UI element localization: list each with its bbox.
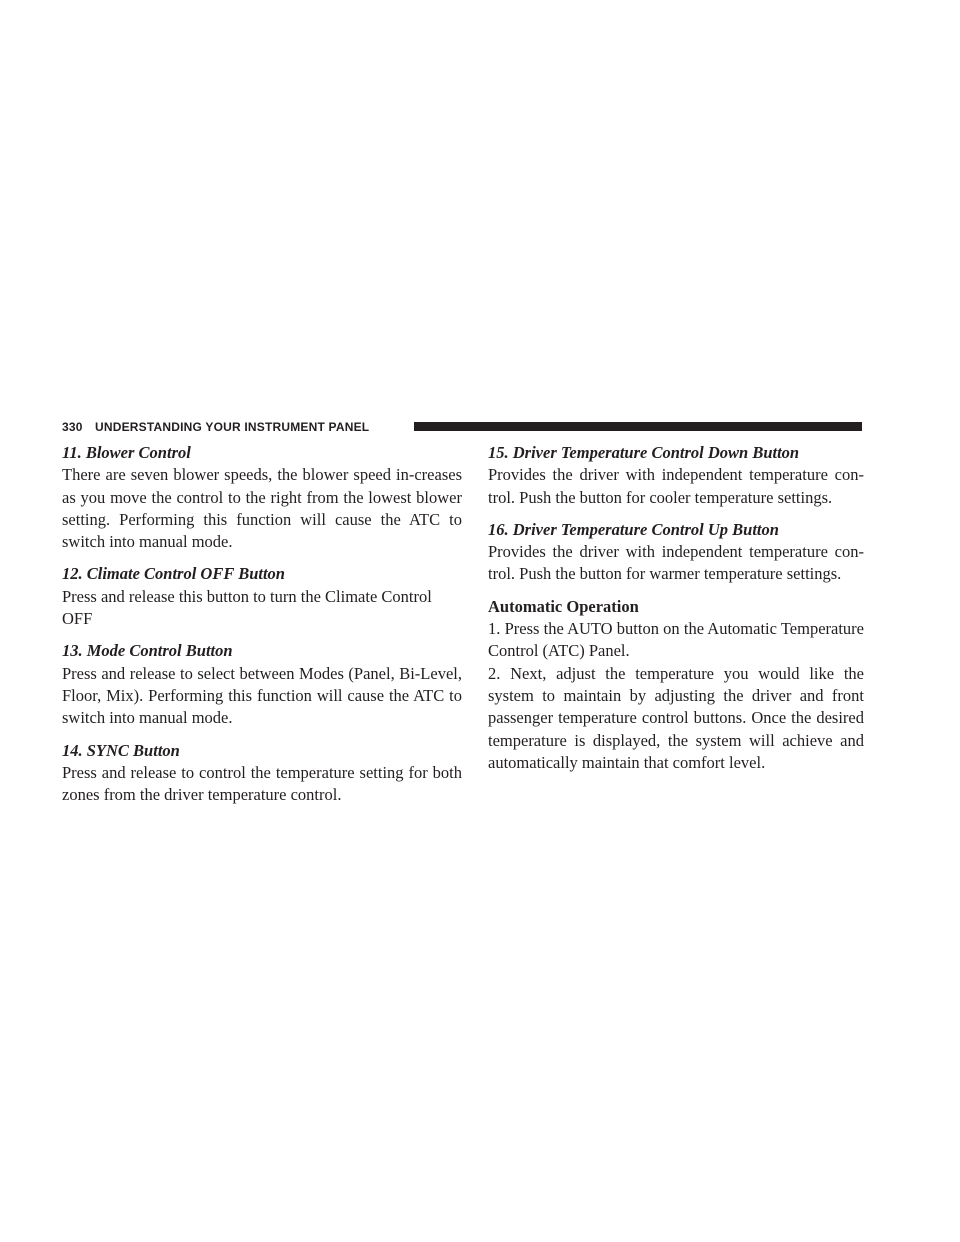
item-title: 16. Driver Temperature Control Up Button <box>488 519 779 539</box>
item-body: Press and release to control the temperature setting for both zones from the driver temperature control. <box>62 762 462 805</box>
right-column <box>488 442 864 774</box>
item-mode-control-button <box>62 640 462 729</box>
chapter-title: UNDERSTANDING YOUR INSTRUMENT PANEL <box>95 420 370 434</box>
item-body: Provides the driver with independent temperature con-trol. Push the button for cooler temperature settings. <box>488 465 864 507</box>
item-driver-temp-down-button <box>488 442 864 509</box>
item-title: 15. Driver Temperature Control Down Button <box>488 443 800 462</box>
item-title: 12. Climate Control OFF Button <box>62 564 285 584</box>
header-rule <box>414 422 862 431</box>
section-title-automatic-operation: Automatic Operation <box>488 596 639 616</box>
item-body: Provides the driver with independent temperature con-trol. Push the button for warmer temperature settings. <box>488 542 864 584</box>
item-body: Press and release this button to turn the Climate Control OFF <box>62 586 432 629</box>
item-body: There are seven blower speeds, the blower speed in-creases as you move the control to the right from the lowest blower setting. Performing this function will cause the ATC to switch into manual mode. <box>62 465 462 552</box>
left-column <box>62 442 462 816</box>
page-header <box>62 418 862 436</box>
item-driver-temp-up-button <box>488 519 864 586</box>
item-title: 13. Mode Control Button <box>62 641 233 661</box>
item-title: 11. Blower Control <box>62 443 191 462</box>
step-paragraph: 2. Next, adjust the temperature you would like the system to maintain by adjusting the driver and front passenger temperature control buttons. Once the desired temperature is displayed, the system will achieve and automatically maintain that comfort level. <box>488 663 864 772</box>
item-sync-button <box>62 740 462 807</box>
item-blower-control <box>62 442 462 553</box>
item-body: Press and release to select between Modes (Panel, Bi-Level, Floor, Mix). Performing this function will cause the ATC to switch into manual mode. <box>62 663 462 728</box>
step-paragraph: 1. Press the AUTO button on the Automatic Temperature Control (ATC) Panel. <box>488 619 864 661</box>
item-title: 14. SYNC Button <box>62 740 180 760</box>
item-climate-off-button <box>62 563 462 630</box>
page-number: 330 <box>62 420 83 434</box>
